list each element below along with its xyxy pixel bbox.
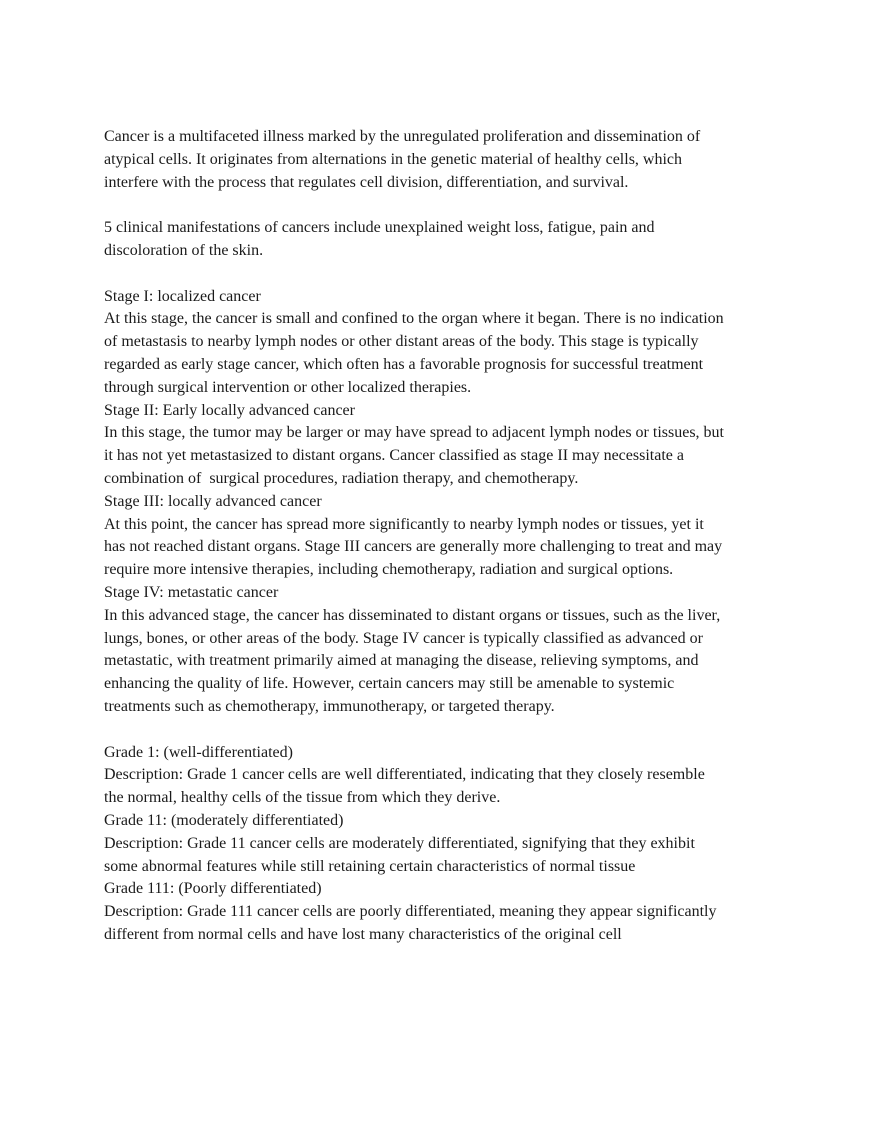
text-line: interfere with the process that regulates cell division, differentiation, and survival. xyxy=(104,173,629,191)
text-line: Description: Grade 111 cancer cells are poorly differentiated, meaning they appear significantly xyxy=(104,903,717,921)
text-line: Cancer is a multifaceted illness marked by the unregulated proliferation and dissemination of xyxy=(104,128,701,145)
text-line: require more intensive therapies, including chemotherapy, radiation and surgical options. xyxy=(104,561,674,579)
text-line: At this point, the cancer has spread more significantly to nearby lymph nodes or tissues, yet it xyxy=(104,515,704,533)
text-line: it has not yet metastasized to distant organs. Cancer classified as stage II may necessitate a xyxy=(104,447,684,465)
text-line: Stage II: Early locally advanced cancer xyxy=(104,401,355,419)
text-line: different from normal cells and have lost many characteristics of the original cell xyxy=(104,925,622,943)
text-line: In this stage, the tumor may be larger or may have spread to adjacent lymph nodes or tissues, but xyxy=(104,424,724,442)
text-line: Grade 111: (Poorly differentiated) xyxy=(104,880,322,898)
text-line: Stage I: localized cancer xyxy=(104,287,261,305)
text-line: Description: Grade 11 cancer cells are moderately differentiated, signifying that they exhibit xyxy=(104,834,695,852)
text-line: some abnormal features while still retaining certain characteristics of normal tissue xyxy=(104,857,636,875)
blank-line xyxy=(104,719,804,742)
text-line: metastatic, with treatment primarily aimed at managing the disease, relieving symptoms, and xyxy=(104,652,699,670)
blank-line xyxy=(104,263,804,286)
text-line: discoloration of the skin. xyxy=(104,241,264,259)
text-line: regarded as early stage cancer, which often has a favorable prognosis for successful treatment xyxy=(104,355,704,373)
text-line: Description: Grade 1 cancer cells are well differentiated, indicating that they closely resemble xyxy=(104,766,705,784)
text-line: Grade 11: (moderately differentiated) xyxy=(104,811,344,829)
text-line: through surgical intervention or other localized therapies. xyxy=(104,378,472,396)
text-line: In this advanced stage, the cancer has disseminated to distant organs or tissues, such as the liver, xyxy=(104,606,721,624)
text-line: has not reached distant organs. Stage III cancers are generally more challenging to treat and may xyxy=(104,538,723,556)
text-line: lungs, bones, or other areas of the body. Stage IV cancer is typically classified as advanced or xyxy=(104,629,703,647)
text-line: Stage III: locally advanced cancer xyxy=(104,492,322,510)
text-line: 5 clinical manifestations of cancers include unexplained weight loss, fatigue, pain and xyxy=(104,219,655,237)
document-body xyxy=(104,126,804,947)
text-line: Stage IV: metastatic cancer xyxy=(104,583,279,601)
blank-line xyxy=(104,194,804,217)
text-line: At this stage, the cancer is small and confined to the organ where it began. There is no indication xyxy=(104,310,724,328)
text-line: the normal, healthy cells of the tissue from which they derive. xyxy=(104,789,501,807)
text-line: combination of surgical procedures, radiation therapy, and chemotherapy. xyxy=(104,469,579,487)
text-line: Grade 1: (well-differentiated) xyxy=(104,743,293,761)
text-line: atypical cells. It originates from alternations in the genetic material of healthy cells, which xyxy=(104,150,683,168)
text-line: enhancing the quality of life. However, certain cancers may still be amenable to systemic xyxy=(104,675,675,693)
text-line: of metastasis to nearby lymph nodes or other distant areas of the body. This stage is typically xyxy=(104,333,699,351)
text-line: treatments such as chemotherapy, immunotherapy, or targeted therapy. xyxy=(104,697,555,715)
